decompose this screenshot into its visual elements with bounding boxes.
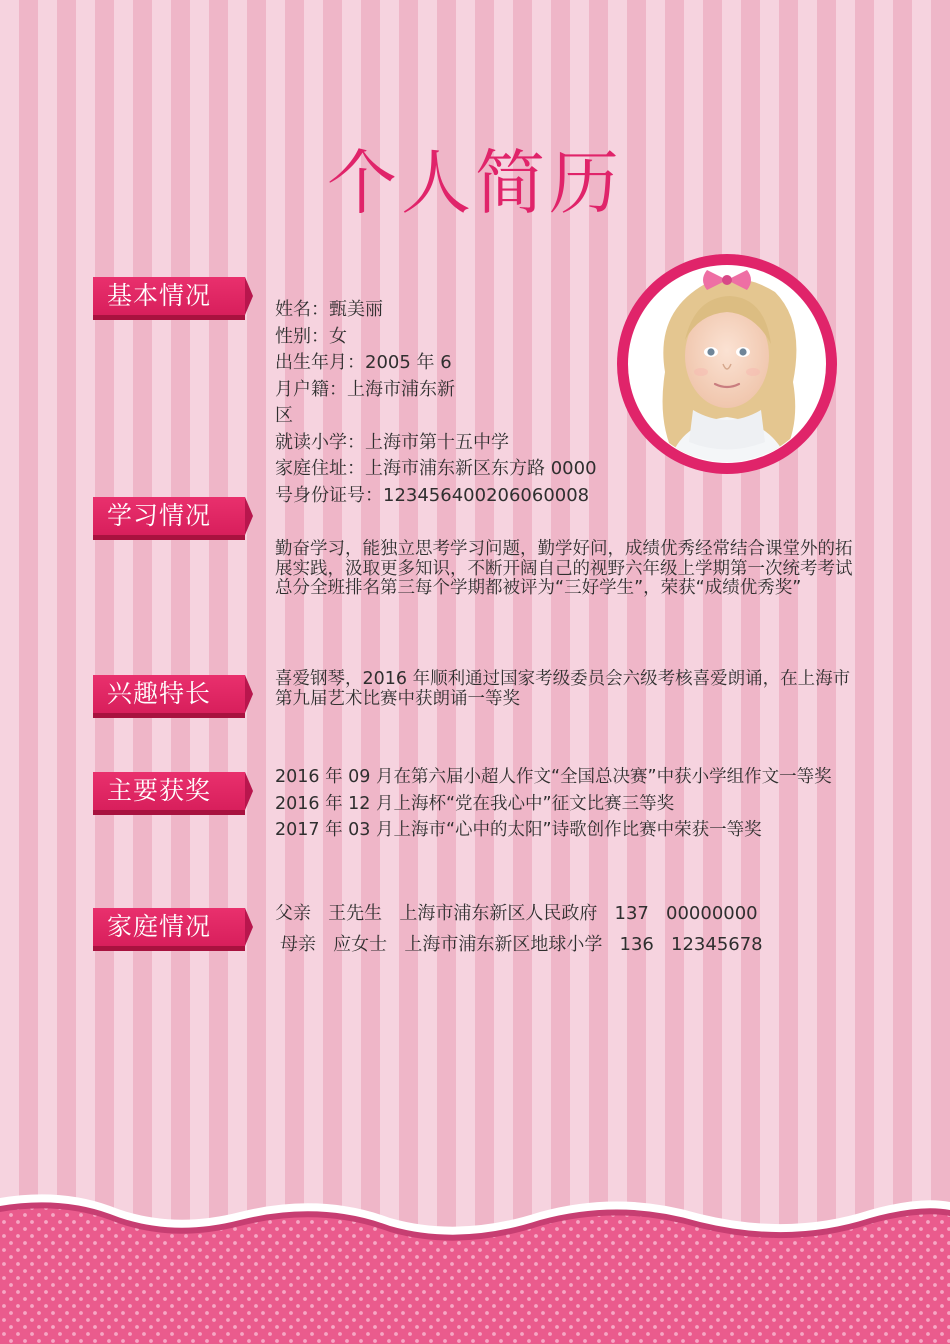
section-label-hobby: 兴趣特长: [93, 675, 245, 713]
profile-photo-icon: [615, 252, 839, 476]
id-number-field: 号身份证号：12345640020606000​8: [275, 484, 590, 506]
study-description: 勤奋学习，能独立思考学习问题，勤学好问，成绩优秀经常结合课堂外的拓展实践，汲取更多知识，不断开阔自己的视野六年级上学期第一次统考考试总分全班排名第三每个学期都被评为“三好学生”，荣获“成绩优秀奖”: [275, 539, 853, 598]
family-list: [275, 901, 763, 958]
award-item: 2016 年 09 月在第六届小超人作文“全国总决赛”中获小学组作文一等奖: [275, 767, 832, 787]
page-title: 个人简历: [327, 142, 623, 224]
hukou-field: 月户籍：上海市浦东新: [275, 378, 455, 400]
footer-wave-decoration: [0, 1190, 950, 1344]
birth-field: 出生年月：2005 年 6: [275, 352, 452, 373]
award-item: 2016 年 12 月上海杯“党在我心中”征文比赛三等奖: [275, 794, 675, 814]
school-field: 就读小学：上海市第十五中学: [275, 431, 509, 453]
hobby-description: 喜爱钢琴，2016 年顺利通过国家考级委员会六级考核喜爱朗诵，在上海市第九届艺术比赛中获朗诵一等奖: [275, 669, 851, 709]
gender-field: 性别：女: [275, 325, 347, 347]
hukou-field-cont: 区: [275, 405, 293, 426]
section-label-basic: 基本情况: [93, 277, 245, 315]
section-label-study: 学习情况: [93, 497, 245, 535]
family-member-mother: 母亲 应女士 上海市浦东新区地球小学 136 12345678: [280, 933, 763, 955]
profile-photo: [615, 252, 839, 476]
award-item: 2017 年 03 月上海市“心中的太阳”诗歌创作比赛中荣获一等奖: [275, 820, 762, 840]
section-label-family: 家庭情况: [93, 908, 245, 946]
name-field: 姓名：甄美丽: [275, 299, 383, 320]
section-label-awards: 主要获奖: [93, 772, 245, 810]
family-member-father: 父亲 王先生 上海市浦东新区人民政府 137 00000000: [275, 903, 758, 924]
basic-info-block: [275, 297, 597, 509]
address-field: 家庭住址：上海市浦东新区东方路 0000: [275, 458, 597, 479]
awards-list: [275, 767, 875, 841]
